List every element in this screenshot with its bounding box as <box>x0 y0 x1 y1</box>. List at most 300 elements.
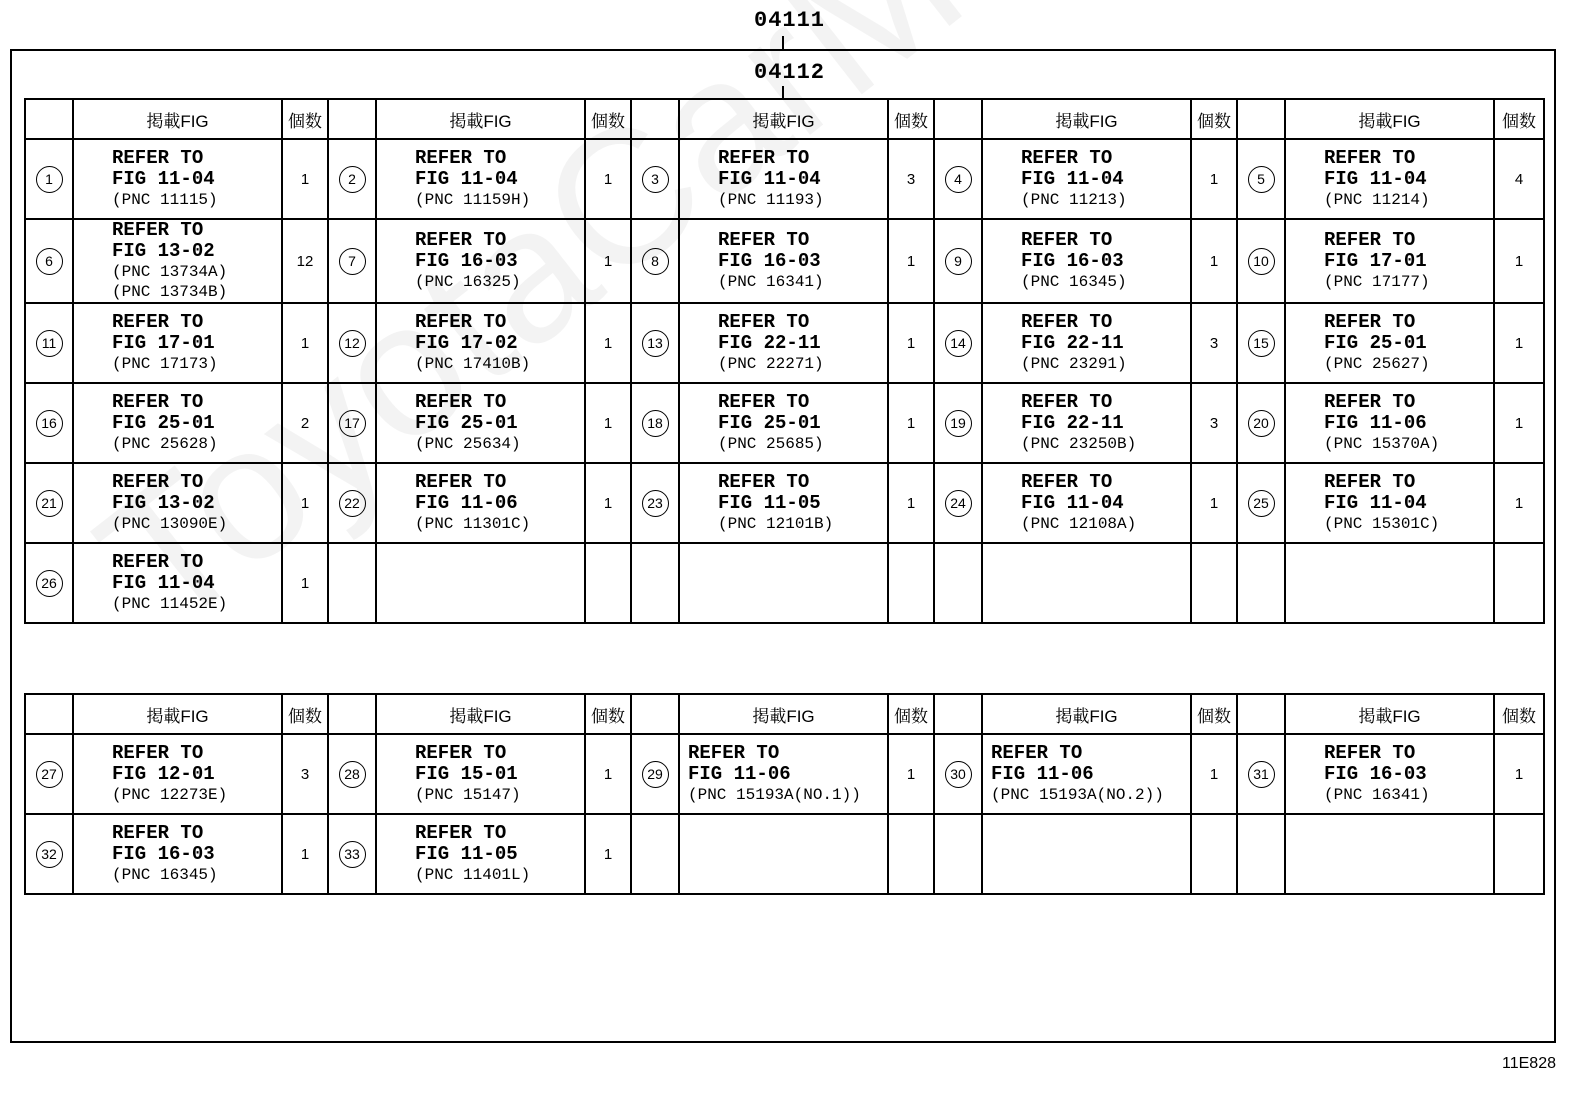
reference-cell <box>376 463 585 543</box>
reference-block <box>377 823 584 885</box>
refer-to-text: REFER TO <box>1021 147 1113 169</box>
reference-cell <box>376 814 585 894</box>
reference-cell <box>376 734 585 814</box>
reference-cell <box>73 303 282 383</box>
item-number-cell <box>934 219 982 303</box>
reference-block <box>680 472 887 534</box>
reference-block <box>74 472 281 534</box>
item-number-badge: 22 <box>339 490 366 517</box>
header-fig: 掲載FIG <box>376 99 585 139</box>
header-num-cell <box>631 694 679 734</box>
header-fig: 掲載FIG <box>73 99 282 139</box>
reference-block <box>680 230 887 292</box>
pnc-code: (PNC 15193A(NO.2)) <box>991 786 1164 804</box>
item-number-cell <box>934 814 982 894</box>
table-row <box>25 543 1544 623</box>
pnc-code: (PNC 25634) <box>415 435 521 453</box>
quantity: 1 <box>585 463 631 543</box>
item-number-cell <box>1237 383 1285 463</box>
pnc-code: (PNC 16341) <box>1324 786 1430 804</box>
item-number-badge: 19 <box>945 410 972 437</box>
reference-cell <box>1285 219 1494 303</box>
top-leader-line <box>782 36 784 49</box>
reference-cell <box>679 543 888 623</box>
table-row <box>25 814 1544 894</box>
quantity: 1 <box>585 219 631 303</box>
pnc-code: (PNC 15147) <box>415 786 521 804</box>
pnc-code: (PNC 16341) <box>718 273 824 291</box>
refer-to-text: REFER TO <box>718 229 810 251</box>
header-fig: 掲載FIG <box>982 99 1191 139</box>
item-number-cell <box>25 139 73 219</box>
item-number-cell <box>631 139 679 219</box>
quantity <box>888 543 934 623</box>
reference-block <box>1286 312 1493 374</box>
quantity: 3 <box>1191 383 1237 463</box>
fig-reference: FIG 13-02 <box>112 240 215 262</box>
reference-block <box>74 220 281 302</box>
item-number-cell <box>328 383 376 463</box>
fig-reference: FIG 11-06 <box>415 492 518 514</box>
item-number-badge: 18 <box>642 410 669 437</box>
refer-to-text: REFER TO <box>1021 391 1113 413</box>
item-number-cell <box>934 734 982 814</box>
pnc-code: (PNC 25628) <box>112 435 218 453</box>
item-number-cell <box>1237 543 1285 623</box>
reference-block <box>983 472 1190 534</box>
fig-reference: FIG 16-03 <box>415 250 518 272</box>
refer-to-text: REFER TO <box>112 471 204 493</box>
fig-reference: FIG 11-06 <box>688 763 791 785</box>
reference-block <box>74 552 281 614</box>
quantity: 1 <box>282 139 328 219</box>
refer-to-text: REFER TO <box>1021 229 1113 251</box>
quantity: 1 <box>1494 303 1544 383</box>
reference-cell <box>1285 463 1494 543</box>
quantity: 1 <box>888 303 934 383</box>
quantity: 1 <box>1191 139 1237 219</box>
top-code-label: 04111 <box>754 8 826 33</box>
header-qty: 個数 <box>888 99 934 139</box>
refer-to-text: REFER TO <box>112 742 204 764</box>
quantity: 1 <box>888 463 934 543</box>
header-fig: 掲載FIG <box>679 99 888 139</box>
item-number-cell <box>25 383 73 463</box>
quantity: 3 <box>282 734 328 814</box>
item-number-cell <box>934 463 982 543</box>
reference-table-2 <box>24 693 1545 895</box>
header-fig: 掲載FIG <box>376 694 585 734</box>
quantity: 1 <box>585 383 631 463</box>
reference-block <box>1286 472 1493 534</box>
item-number-cell <box>631 219 679 303</box>
reference-cell <box>982 139 1191 219</box>
pnc-code: (PNC 13090E) <box>112 515 228 533</box>
item-number-badge: 15 <box>1248 330 1275 357</box>
header-qty: 個数 <box>585 694 631 734</box>
refer-to-text: REFER TO <box>415 229 507 251</box>
reference-block <box>680 743 887 805</box>
reference-cell <box>982 463 1191 543</box>
header-qty: 個数 <box>585 99 631 139</box>
item-number-cell <box>631 543 679 623</box>
refer-to-text: REFER TO <box>1324 742 1416 764</box>
reference-cell <box>982 219 1191 303</box>
quantity: 1 <box>585 814 631 894</box>
item-number-cell <box>934 139 982 219</box>
quantity: 1 <box>1494 383 1544 463</box>
item-number-badge: 27 <box>36 761 63 788</box>
refer-to-text: REFER TO <box>1324 147 1416 169</box>
header-num-cell <box>328 694 376 734</box>
fig-reference: FIG 13-02 <box>112 492 215 514</box>
fig-reference: FIG 25-01 <box>415 412 518 434</box>
fig-reference: FIG 12-01 <box>112 763 215 785</box>
item-number-badge: 23 <box>642 490 669 517</box>
fig-reference: FIG 17-02 <box>415 332 518 354</box>
fig-reference: FIG 25-01 <box>112 412 215 434</box>
header-fig: 掲載FIG <box>1285 694 1494 734</box>
item-number-cell <box>25 814 73 894</box>
quantity: 1 <box>1191 463 1237 543</box>
quantity: 12 <box>282 219 328 303</box>
header-num-cell <box>25 99 73 139</box>
item-number-cell <box>328 219 376 303</box>
fig-reference: FIG 11-04 <box>718 168 821 190</box>
refer-to-text: REFER TO <box>1324 391 1416 413</box>
table-row <box>25 303 1544 383</box>
item-number-badge: 28 <box>339 761 366 788</box>
reference-block <box>983 148 1190 210</box>
fig-reference: FIG 16-03 <box>1021 250 1124 272</box>
pnc-code: (PNC 11193) <box>718 191 824 209</box>
refer-to-text: REFER TO <box>1324 311 1416 333</box>
quantity: 1 <box>1494 734 1544 814</box>
reference-cell <box>1285 814 1494 894</box>
reference-cell <box>1285 543 1494 623</box>
header-qty: 個数 <box>1191 99 1237 139</box>
quantity: 3 <box>1191 303 1237 383</box>
header-num-cell <box>1237 694 1285 734</box>
pnc-code: (PNC 15193A(NO.1)) <box>688 786 861 804</box>
pnc-code: (PNC 17410B) <box>415 355 531 373</box>
item-number-badge: 3 <box>642 166 669 193</box>
refer-to-text: REFER TO <box>991 742 1083 764</box>
fig-reference: FIG 11-06 <box>1324 412 1427 434</box>
item-number-cell <box>934 383 982 463</box>
reference-cell <box>376 303 585 383</box>
item-number-badge: 30 <box>945 761 972 788</box>
refer-to-text: REFER TO <box>1324 229 1416 251</box>
reference-cell <box>982 734 1191 814</box>
reference-cell <box>73 463 282 543</box>
reference-block <box>377 312 584 374</box>
refer-to-text: REFER TO <box>1021 471 1113 493</box>
refer-to-text: REFER TO <box>112 311 204 333</box>
pnc-code: (PNC 11213) <box>1021 191 1127 209</box>
header-qty: 個数 <box>1494 99 1544 139</box>
header-qty: 個数 <box>282 99 328 139</box>
quantity <box>1191 543 1237 623</box>
pnc-code: (PNC 25627) <box>1324 355 1430 373</box>
quantity: 3 <box>888 139 934 219</box>
pnc-code: (PNC 25685) <box>718 435 824 453</box>
reference-block <box>680 392 887 454</box>
quantity: 1 <box>282 463 328 543</box>
item-number-cell <box>328 543 376 623</box>
reference-block <box>983 392 1190 454</box>
reference-cell <box>982 543 1191 623</box>
item-number-badge: 13 <box>642 330 669 357</box>
item-number-cell <box>328 734 376 814</box>
pnc-code: (PNC 22271) <box>718 355 824 373</box>
header-fig: 掲載FIG <box>1285 99 1494 139</box>
refer-to-text: REFER TO <box>718 471 810 493</box>
quantity <box>585 543 631 623</box>
reference-cell <box>679 383 888 463</box>
reference-cell <box>376 219 585 303</box>
reference-cell <box>1285 734 1494 814</box>
quantity <box>1191 814 1237 894</box>
pnc-code: (PNC 11401L) <box>415 866 531 884</box>
item-number-cell <box>328 139 376 219</box>
reference-cell <box>1285 383 1494 463</box>
fig-reference: FIG 22-11 <box>1021 412 1124 434</box>
header-num-cell <box>328 99 376 139</box>
fig-reference: FIG 17-01 <box>112 332 215 354</box>
fig-reference: FIG 11-04 <box>1021 492 1124 514</box>
pnc-code: (PNC 12108A) <box>1021 515 1137 533</box>
fig-reference: FIG 11-06 <box>991 763 1094 785</box>
reference-cell <box>679 814 888 894</box>
item-number-cell <box>934 303 982 383</box>
header-qty: 個数 <box>888 694 934 734</box>
quantity: 1 <box>888 734 934 814</box>
item-number-cell <box>1237 814 1285 894</box>
fig-reference: FIG 11-04 <box>1021 168 1124 190</box>
quantity: 1 <box>282 303 328 383</box>
pnc-code: (PNC 23291) <box>1021 355 1127 373</box>
item-number-cell <box>1237 219 1285 303</box>
item-number-cell <box>1237 303 1285 383</box>
refer-to-text: REFER TO <box>415 471 507 493</box>
reference-cell <box>982 814 1191 894</box>
inner-code-label: 04112 <box>754 60 826 85</box>
reference-block <box>983 230 1190 292</box>
fig-reference: FIG 25-01 <box>718 412 821 434</box>
table-row <box>25 383 1544 463</box>
reference-cell <box>679 463 888 543</box>
refer-to-text: REFER TO <box>1324 471 1416 493</box>
quantity: 2 <box>282 383 328 463</box>
reference-block <box>377 472 584 534</box>
item-number-cell <box>631 463 679 543</box>
fig-reference: FIG 17-01 <box>1324 250 1427 272</box>
header-num-cell <box>934 694 982 734</box>
fig-reference: FIG 11-05 <box>415 843 518 865</box>
quantity: 1 <box>282 814 328 894</box>
fig-reference: FIG 11-04 <box>112 572 215 594</box>
fig-reference: FIG 16-03 <box>1324 763 1427 785</box>
quantity: 1 <box>888 383 934 463</box>
fig-reference: FIG 22-11 <box>1021 332 1124 354</box>
refer-to-text: REFER TO <box>112 147 204 169</box>
reference-cell <box>73 383 282 463</box>
quantity: 1 <box>585 303 631 383</box>
item-number-badge: 12 <box>339 330 366 357</box>
quantity <box>1494 543 1544 623</box>
item-number-cell <box>328 814 376 894</box>
reference-block <box>377 392 584 454</box>
header-fig: 掲載FIG <box>679 694 888 734</box>
header-num-cell <box>934 99 982 139</box>
item-number-badge: 25 <box>1248 490 1275 517</box>
pnc-code: (PNC 11159H) <box>415 191 531 209</box>
item-number-badge: 17 <box>339 410 366 437</box>
reference-block <box>1286 743 1493 805</box>
refer-to-text: REFER TO <box>718 391 810 413</box>
item-number-badge: 33 <box>339 841 366 868</box>
pnc-code: (PNC 16345) <box>1021 273 1127 291</box>
reference-cell <box>73 139 282 219</box>
fig-reference: FIG 11-05 <box>718 492 821 514</box>
header-qty: 個数 <box>1191 694 1237 734</box>
fig-reference: FIG 16-03 <box>718 250 821 272</box>
item-number-badge: 24 <box>945 490 972 517</box>
fig-reference: FIG 15-01 <box>415 763 518 785</box>
pnc-code: (PNC 13734B) <box>112 283 228 301</box>
item-number-cell <box>631 303 679 383</box>
reference-block <box>680 312 887 374</box>
quantity: 1 <box>282 543 328 623</box>
header-fig: 掲載FIG <box>73 694 282 734</box>
reference-block <box>74 823 281 885</box>
reference-block <box>377 230 584 292</box>
quantity: 4 <box>1494 139 1544 219</box>
reference-block <box>74 392 281 454</box>
item-number-badge: 6 <box>36 248 63 275</box>
item-number-badge: 21 <box>36 490 63 517</box>
reference-cell <box>982 383 1191 463</box>
pnc-code: (PNC 15370A) <box>1324 435 1440 453</box>
pnc-code: (PNC 15301C) <box>1324 515 1440 533</box>
item-number-badge: 4 <box>945 166 972 193</box>
reference-block <box>1286 392 1493 454</box>
pnc-code: (PNC 13734A) <box>112 263 228 281</box>
reference-block <box>983 743 1190 805</box>
item-number-badge: 10 <box>1248 248 1275 275</box>
fig-reference: FIG 11-04 <box>415 168 518 190</box>
pnc-code: (PNC 11115) <box>112 191 218 209</box>
item-number-cell <box>631 814 679 894</box>
pnc-code: (PNC 12101B) <box>718 515 834 533</box>
drawing-id: 11E828 <box>1502 1055 1556 1072</box>
item-number-badge: 29 <box>642 761 669 788</box>
reference-block <box>680 148 887 210</box>
item-number-badge: 7 <box>339 248 366 275</box>
item-number-cell <box>934 543 982 623</box>
item-number-badge: 32 <box>36 841 63 868</box>
item-number-badge: 8 <box>642 248 669 275</box>
refer-to-text: REFER TO <box>1021 311 1113 333</box>
refer-to-text: REFER TO <box>112 391 204 413</box>
pnc-code: (PNC 11214) <box>1324 191 1430 209</box>
item-number-badge: 9 <box>945 248 972 275</box>
item-number-cell <box>25 303 73 383</box>
table-row <box>25 463 1544 543</box>
reference-cell <box>982 303 1191 383</box>
reference-cell <box>679 303 888 383</box>
item-number-cell <box>328 303 376 383</box>
reference-block <box>74 743 281 805</box>
table-row <box>25 139 1544 219</box>
header-num-cell <box>25 694 73 734</box>
reference-block <box>74 312 281 374</box>
item-number-cell <box>328 463 376 543</box>
refer-to-text: REFER TO <box>718 147 810 169</box>
reference-cell <box>73 814 282 894</box>
reference-cell <box>73 734 282 814</box>
reference-block <box>1286 148 1493 210</box>
item-number-badge: 20 <box>1248 410 1275 437</box>
quantity <box>888 814 934 894</box>
reference-cell <box>376 383 585 463</box>
item-number-badge: 5 <box>1248 166 1275 193</box>
pnc-code: (PNC 16325) <box>415 273 521 291</box>
refer-to-text: REFER TO <box>415 391 507 413</box>
reference-table-1 <box>24 98 1545 624</box>
quantity: 1 <box>585 734 631 814</box>
reference-cell <box>1285 139 1494 219</box>
reference-cell <box>376 139 585 219</box>
item-number-badge: 16 <box>36 410 63 437</box>
quantity: 1 <box>1191 734 1237 814</box>
item-number-cell <box>631 383 679 463</box>
header-qty: 個数 <box>282 694 328 734</box>
item-number-cell <box>1237 734 1285 814</box>
item-number-badge: 26 <box>36 570 63 597</box>
item-number-cell <box>25 734 73 814</box>
reference-block <box>983 312 1190 374</box>
refer-to-text: REFER TO <box>415 742 507 764</box>
table-row <box>25 219 1544 303</box>
reference-block <box>377 743 584 805</box>
fig-reference: FIG 16-03 <box>112 843 215 865</box>
item-number-badge: 1 <box>36 166 63 193</box>
fig-reference: FIG 11-04 <box>1324 492 1427 514</box>
item-number-badge: 14 <box>945 330 972 357</box>
item-number-cell <box>25 543 73 623</box>
reference-cell <box>73 219 282 303</box>
fig-reference: FIG 11-04 <box>112 168 215 190</box>
reference-cell <box>73 543 282 623</box>
pnc-code: (PNC 16345) <box>112 866 218 884</box>
reference-cell <box>679 734 888 814</box>
table-row <box>25 734 1544 814</box>
quantity: 1 <box>1494 219 1544 303</box>
pnc-code: (PNC 23250B) <box>1021 435 1137 453</box>
reference-cell <box>679 219 888 303</box>
header-num-cell <box>631 99 679 139</box>
quantity <box>1494 814 1544 894</box>
quantity: 1 <box>1191 219 1237 303</box>
reference-cell <box>1285 303 1494 383</box>
item-number-badge: 2 <box>339 166 366 193</box>
item-number-cell <box>1237 463 1285 543</box>
item-number-cell <box>631 734 679 814</box>
refer-to-text: REFER TO <box>415 147 507 169</box>
reference-block <box>1286 230 1493 292</box>
